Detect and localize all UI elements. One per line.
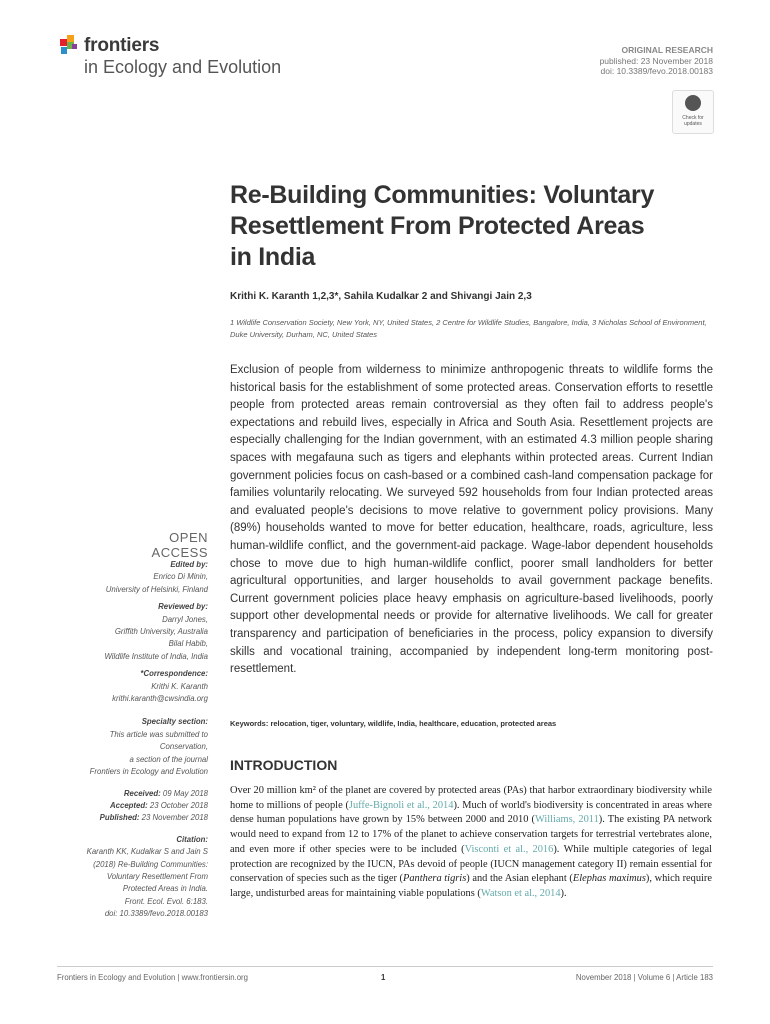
keywords	[230, 719, 556, 728]
footer-journal-link[interactable]: Frontiers in Ecology and Evolution | www.frontiersin.org	[57, 973, 248, 982]
citation-line: Voluntary Resettlement From	[106, 871, 208, 881]
article-title	[230, 180, 720, 273]
footer-issue-info: November 2018 | Volume 6 | Article 183	[575, 973, 713, 982]
species-name: Panthera tigris	[403, 873, 467, 885]
text-run: ). Much of world's biodiversity is concentrated in areas where dense human populations have grown by 15% between 2000 and 2010 (	[230, 799, 712, 826]
specialty-line: Frontiers in Ecology and Evolution	[89, 767, 208, 777]
specialty-line: This article was submitted to	[109, 729, 208, 739]
received-value: 09 May 2018	[160, 788, 208, 798]
reviewer-line: Wildlife Institute of India, India	[104, 651, 208, 661]
specialty-line: a section of the journal	[129, 754, 208, 764]
citation-link[interactable]: Visconti et al., 2016	[464, 843, 554, 855]
citation-line: doi: 10.3389/fevo.2018.00183	[104, 909, 208, 919]
published-value: 23 November 2018	[139, 813, 208, 823]
citation-link[interactable]: Watson et al., 2014	[480, 887, 561, 899]
edited-by	[40, 559, 208, 596]
editor-line: Enrico Di Minin,	[153, 572, 208, 582]
text-run: ).	[560, 887, 567, 899]
accepted-date	[40, 800, 208, 812]
reviewed-by	[40, 601, 208, 663]
brand-name: frontiers	[84, 35, 160, 56]
journal-name: in Ecology and Evolution	[84, 57, 282, 77]
reviewer-line: Griffith University, Australia	[114, 627, 208, 637]
check-updates-icon	[685, 95, 701, 111]
published-date: published: 23 November 2018	[599, 55, 713, 66]
footer-divider	[57, 966, 713, 967]
text-run: ). The existing PA network would need to expand from 12 to 17% of the planet to achieve conservation targets for terrestrial vertebrates alone, and even more if other species were to be included (	[230, 814, 712, 855]
doi: doi: 10.3389/fevo.2018.00183	[600, 66, 713, 76]
section-heading: INTRODUCTION	[230, 757, 338, 773]
correspondence	[40, 668, 208, 705]
citation-label: Citation:	[176, 834, 208, 844]
check-updates-button[interactable]	[672, 90, 714, 134]
edited-by-label: Edited by:	[170, 560, 208, 569]
correspondence-email[interactable]: krithi.karanth@cwsindia.org	[112, 694, 208, 704]
article-type: ORIGINAL RESEARCH	[621, 45, 713, 55]
received-label: Received:	[123, 788, 161, 798]
published-date-side	[40, 812, 208, 824]
citation-line: Karanth KK, Kudalkar S and Jain S	[86, 847, 208, 857]
page-number: 1	[381, 973, 386, 982]
open-access-label: OPEN ACCESS	[151, 530, 208, 560]
citation-link[interactable]: Juffe-Bignoli et al., 2014	[348, 799, 454, 811]
editor-line: University of Helsinki, Finland	[105, 584, 208, 594]
title-line: Re-Building Communities: Voluntary	[230, 181, 655, 209]
text-run: ), which require large, undisturbed areas for maintaining viable populations (	[230, 873, 713, 899]
reviewed-by-label: Reviewed by:	[158, 602, 208, 612]
keywords-list: relocation, tiger, voluntary, wildlife, India, healthcare, education, protected areas	[270, 719, 557, 728]
reviewer-line: Darryl Jones,	[162, 614, 208, 624]
abstract: Exclusion of people from wilderness to minimize anthropogenic threats to wildlife forms the historical basis for the establishment of some protected areas. Conservation efforts to resettle people from protected areas remain controversial as they often fail to address people's expectations and rebuild lives, especially in Africa and South Asia. Resettlement projects are especially challenging for the Indian government, with an estimated 4.3 million people sharing spaces with megafauna such as tigers and elephants within protected areas. Current Indian government policies focus on cash-based or a combined cash-land compensation package for families voluntarily relocating. We surveyed 592 households from four Indian protected areas and evaluated people's decisions to move relative to government policy provisions. Many (89%) households wanted to move for better education, healthcare, roads, agriculture, less human-wildlife conflict, and the government-aid package. Wage-labor dependent households chose to move due to high human-wildlife conflict, poorer small landholders for better agricultural opportunities, and larger households to avail government package benefits. Current government policies place heavy emphasis on agriculture-based livelihoods, poorly support other developmental needs or provide for alternative livelihoods. We call for greater transparency and participation of beneficiaries in the process, policy expansion to diversify skills and vocational training, accompanied by independent long-term monitoring post-resettlement.	[230, 364, 713, 676]
specialty-label: Specialty section:	[141, 717, 208, 727]
article-info-sidebar	[40, 559, 208, 926]
specialty-line: Conservation,	[159, 742, 208, 752]
accepted-label: Accepted:	[110, 800, 148, 810]
article-meta	[600, 45, 713, 77]
received-date	[40, 788, 208, 800]
correspondence-label: *Correspondence:	[140, 669, 208, 679]
text-run: ) and the Asian elephant (	[466, 873, 573, 885]
keywords-label: Keywords:	[230, 719, 269, 728]
correspondence-name: Krithi K. Karanth	[151, 681, 208, 691]
species-name: Elephas maximus	[572, 873, 646, 885]
affiliations: 1 Wildlife Conservation Society, New York, NY, United States, 2 Centre for Wildlife Studies, Bangalore, India, 3 Nicholas School of Environment, Duke University, Durham, NC, United States	[230, 318, 707, 339]
text-run: ). While multiple categories of legal protection are recognized by the IUCN, PAs devoid of people (IUCN management category II) remain essential for conservation of species such as the tiger (	[230, 843, 713, 885]
frontiers-logo-icon	[58, 33, 80, 57]
citation-block	[40, 834, 208, 921]
citation-link[interactable]: Williams, 2011	[534, 814, 599, 826]
citation-line: Front. Ecol. Evol. 6:183.	[124, 896, 208, 906]
dates	[40, 788, 208, 825]
title-line: Resettlement From Protected Areas	[230, 212, 645, 240]
citation-line: Protected Areas in India.	[122, 884, 208, 894]
reviewer-line: Bilal Habib,	[168, 639, 208, 649]
published-label: Published:	[99, 813, 140, 823]
specialty-section	[40, 716, 208, 778]
check-updates-label: Check for updates	[682, 115, 704, 127]
text-run: Over 20 million km² of the planet are covered by protected areas (PAs) that harbor extraordinary biodiversity while home to millions of people (	[230, 785, 712, 811]
title-line: in India	[230, 243, 316, 271]
accepted-value: 23 October 2018	[147, 800, 208, 810]
citation-line: (2018) Re-Building Communities:	[93, 859, 208, 869]
author-list: Krithi K. Karanth 1,2,3*, Sahila Kudalkar 2 and Shivangi Jain 2,3	[230, 291, 532, 302]
intro-paragraph	[230, 784, 712, 902]
